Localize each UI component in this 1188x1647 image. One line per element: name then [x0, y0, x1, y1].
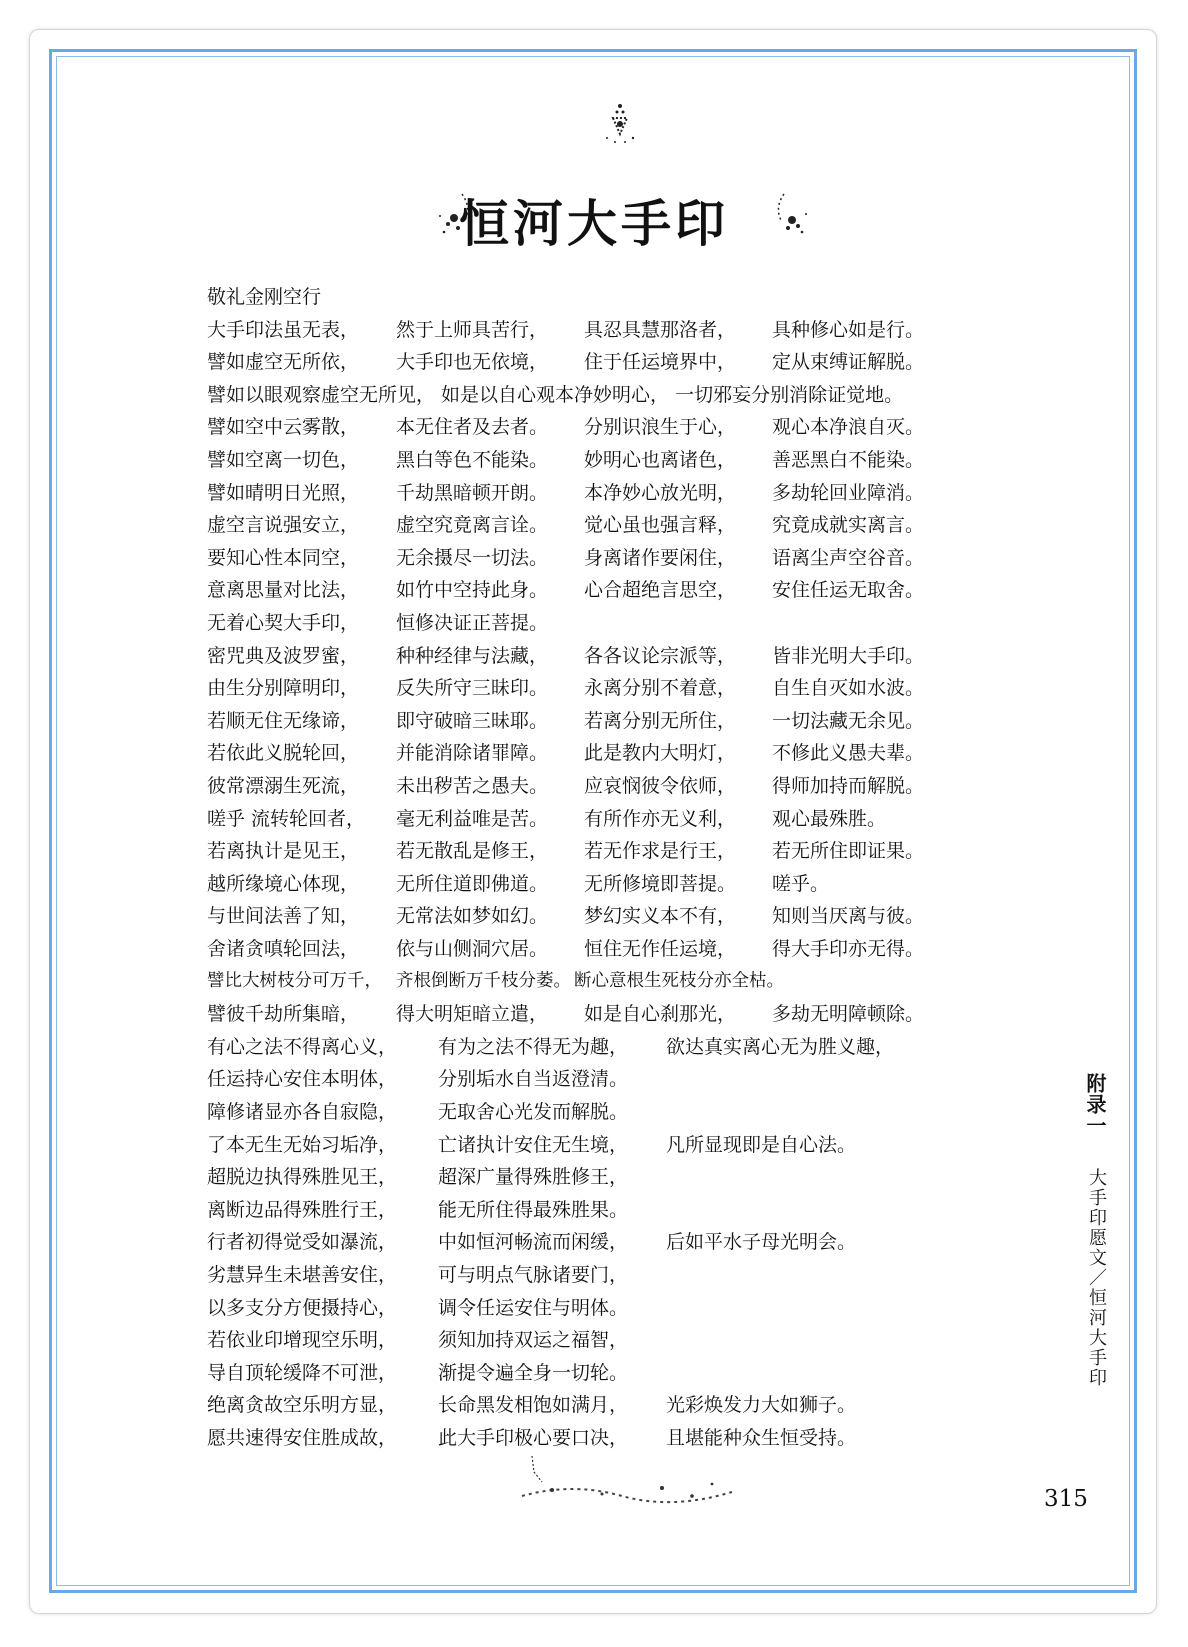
top-ornament-icon — [595, 98, 645, 148]
verse-phrase: 各各议论宗派等， — [584, 644, 737, 667]
verse-phrase: 无着心契大手印， — [207, 612, 360, 634]
verse-phrase: 若无散乱是修王， — [396, 840, 549, 863]
verse-phrase: 多劫无明障顿除。 — [772, 1003, 925, 1026]
verse-phrase: 身离诸作要闲住， — [584, 546, 737, 569]
running-title: 大手印愿文／恒河大手印 — [1086, 1168, 1107, 1388]
verse-phrase: 觉心虽也强言释， — [584, 514, 737, 537]
verse-phrase: 本无住者及去者。 — [396, 416, 549, 439]
verse-phrase: 若无所住即证果。 — [772, 840, 925, 863]
verse-phrase: 反失所守三昧印。 — [396, 677, 549, 700]
verse-phrase: 了本无生无始习垢净， — [207, 1133, 398, 1156]
verse-phrase: 意离思量对比法， — [207, 579, 360, 602]
section-label: 附录一 — [1083, 1073, 1107, 1136]
verse-phrase: 长命黑发相饱如满月， — [438, 1394, 629, 1417]
verse-phrase: 有为之法不得无为趣， — [438, 1035, 629, 1058]
verse-phrase: 无余摄尽一切法。 — [396, 546, 549, 569]
verse-phrase: 离断边品得殊胜行王， — [207, 1198, 398, 1221]
verse-phrase: 譬如空离一切色， — [207, 449, 360, 471]
verse-phrase: 无常法如梦如幻。 — [396, 905, 549, 928]
verse-phrase: 种种经律与法藏， — [396, 644, 549, 667]
verse-phrase: 亡诸执计安住无生境， — [438, 1133, 629, 1156]
verse-phrase: 毫无利益唯是苦。 — [396, 807, 549, 830]
verse-phrase: 齐根倒断万千枝分萎。 — [396, 970, 571, 991]
verse-phrase: 观心本净浪自灭。 — [772, 416, 925, 439]
verse-phrase: 后如平水子母光明会。 — [666, 1231, 857, 1254]
verse-phrase: 究竟成就实离言。 — [772, 514, 925, 537]
verse-phrase: 障修诸显亦各自寂隐， — [207, 1101, 398, 1123]
verse-line-full: 譬如以眼观察虚空无所见， 如是以自心观本净妙明心， 一切邪妄分别消除证觉地。 — [207, 383, 904, 406]
page-title: 恒河大手印 — [459, 194, 729, 253]
verse-phrase: 须知加持双运之福智， — [438, 1329, 629, 1352]
verse-phrase: 黑白等色不能染。 — [396, 449, 549, 471]
verse-phrase: 分别识浪生于心， — [584, 416, 737, 439]
verse-phrase: 大手印法虽无表， — [207, 318, 360, 341]
verse-phrase: 调令任运安住与明体。 — [438, 1296, 629, 1319]
verse-phrase: 未出秽苦之愚夫。 — [396, 775, 549, 797]
verse-phrase: 得师加持而解脱。 — [772, 775, 925, 797]
verse-phrase: 无所修境即菩提。 — [584, 872, 737, 895]
verse-phrase: 安住任运无取舍。 — [772, 579, 925, 602]
verse-phrase: 语离尘声空谷音。 — [772, 546, 925, 569]
verse-phrase: 劣慧异生未堪善安住， — [207, 1264, 398, 1286]
verse-phrase: 光彩焕发力大如狮子。 — [666, 1394, 857, 1417]
verse-phrase: 即守破暗三昧耶。 — [396, 709, 549, 732]
verse-phrase: 本净妙心放光明， — [584, 481, 737, 504]
verse-phrase: 凡所显现即是自心法。 — [666, 1133, 857, 1156]
verse-phrase: 如是自心刹那光， — [584, 1003, 737, 1026]
verse-phrase: 知则当厌离与彼。 — [772, 905, 925, 928]
verse-phrase: 皆非光明大手印。 — [772, 644, 925, 667]
verse-phrase: 无取舍心光发而解脱。 — [438, 1101, 629, 1123]
verse-phrase: 要知心性本同空， — [207, 546, 360, 569]
verse-phrase: 超深广量得殊胜修王， — [438, 1166, 629, 1189]
verse-phrase: 虚空言说强安立， — [207, 514, 360, 537]
verse-phrase: 定从束缚证解脱。 — [772, 351, 925, 374]
verse-phrase: 若无作求是行王， — [584, 840, 737, 863]
verse-phrase: 若离执计是见王， — [207, 840, 360, 863]
verse-phrase: 断心意根生死枝分亦全枯。 — [574, 970, 784, 991]
verse-phrase: 恒修决证正菩提。 — [396, 612, 549, 634]
verse-phrase: 得大手印亦无得。 — [772, 938, 925, 960]
verse-phrase: 分别垢水自当返澄清。 — [438, 1068, 629, 1091]
verse-phrase: 千劫黑暗顿开朗。 — [396, 481, 549, 504]
verse-phrase: 善恶黑白不能染。 — [772, 449, 925, 471]
verse-phrase: 欲达真实离心无为胜义趣， — [666, 1035, 895, 1058]
verse-phrase: 行者初得觉受如瀑流， — [207, 1231, 398, 1254]
verse-phrase: 若依此义脱轮回， — [207, 742, 360, 765]
verse-phrase: 若离分别无所住， — [584, 709, 737, 732]
verse-phrase: 中如恒河畅流而闲缓， — [438, 1231, 629, 1254]
verse-phrase: 永离分别不着意， — [584, 677, 737, 700]
verse-phrase: 嗟乎 流转轮回者， — [207, 807, 366, 830]
verse-phrase: 具种修心如是行。 — [772, 318, 925, 341]
verse-phrase: 彼常漂溺生死流， — [207, 775, 360, 797]
verse-phrase: 恒住无作任运境， — [584, 938, 737, 960]
verse-phrase: 住于任运境界中， — [584, 351, 737, 374]
verse-phrase: 舍诸贪嗔轮回法， — [207, 938, 360, 960]
verse-phrase: 与世间法善了知， — [207, 905, 360, 928]
verse-phrase: 此是教内大明灯， — [584, 742, 737, 765]
verse-phrase: 观心最殊胜。 — [772, 807, 887, 830]
verse-phrase: 密咒典及波罗蜜， — [207, 644, 360, 667]
verse-phrase: 具忍具慧那洛者， — [584, 318, 737, 341]
verse-phrase: 以多支分方便摄持心， — [207, 1296, 398, 1319]
verse-phrase: 不修此义愚夫辈。 — [772, 742, 925, 765]
verse-phrase: 若依业印增现空乐明， — [207, 1329, 398, 1352]
verse-phrase: 若顺无住无缘谛， — [207, 709, 360, 732]
verse-phrase: 梦幻实义本不有， — [584, 905, 737, 928]
verse-phrase: 可与明点气脉诸要门， — [438, 1264, 629, 1286]
verse-phrase: 越所缘境心体现， — [207, 872, 360, 895]
verse-phrase: 有所作亦无义利， — [584, 807, 737, 830]
verse-phrase: 譬如虚空无所依， — [207, 351, 360, 374]
verse-phrase: 自生自灭如水波。 — [772, 677, 925, 700]
verse-phrase: 嗟乎。 — [772, 872, 830, 895]
verse-phrase: 应哀悯彼令依师， — [584, 775, 737, 797]
verse-phrase: 依与山侧洞穴居。 — [396, 938, 549, 960]
verse-phrase: 得大明矩暗立遣， — [396, 1003, 549, 1026]
verse-phrase: 譬比大树枝分可万千， — [207, 970, 382, 991]
verse-phrase: 大手印也无依境， — [396, 351, 549, 374]
salutation-line: 敬礼金刚空行 — [207, 286, 322, 308]
verse-phrase: 无所住道即佛道。 — [396, 872, 549, 895]
page-number: 315 — [1044, 1486, 1088, 1512]
verse-phrase: 然于上师具苦行， — [396, 318, 549, 341]
verse-phrase: 譬彼千劫所集暗， — [207, 1003, 360, 1026]
verse-phrase: 绝离贪故空乐明方显， — [207, 1394, 398, 1417]
verse-phrase: 愿共速得安住胜成故， — [207, 1427, 398, 1449]
verse-phrase: 多劫轮回业障消。 — [772, 481, 925, 504]
verse-phrase: 超脱边执得殊胜见王， — [207, 1166, 398, 1189]
verse-phrase: 且堪能种众生恒受持。 — [666, 1427, 857, 1449]
verse-phrase: 譬如空中云雾散， — [207, 416, 360, 439]
verse-phrase: 譬如晴明日光照， — [207, 481, 360, 504]
verse-phrase: 能无所住得最殊胜果。 — [438, 1198, 629, 1221]
verse-phrase: 渐提令遍全身一切轮。 — [438, 1361, 629, 1384]
verse-phrase: 此大手印极心要口决， — [438, 1427, 629, 1449]
verse-phrase: 妙明心也离诸色， — [584, 449, 737, 471]
verse-phrase: 由生分别障明印， — [207, 677, 360, 700]
verse-phrase: 虚空究竟离言诠。 — [396, 514, 549, 537]
verse-phrase: 导自顶轮缓降不可泄， — [207, 1361, 398, 1384]
verse-phrase: 有心之法不得离心义， — [207, 1035, 398, 1058]
verse-phrase: 并能消除诸罪障。 — [396, 742, 549, 765]
verse-phrase: 心合超绝言思空， — [584, 579, 737, 602]
bottom-ornament-icon — [512, 1452, 742, 1512]
verse-phrase: 如竹中空持此身。 — [396, 579, 549, 602]
verse-phrase: 一切法藏无余见。 — [772, 709, 925, 732]
verse-phrase: 任运持心安住本明体， — [207, 1068, 398, 1091]
